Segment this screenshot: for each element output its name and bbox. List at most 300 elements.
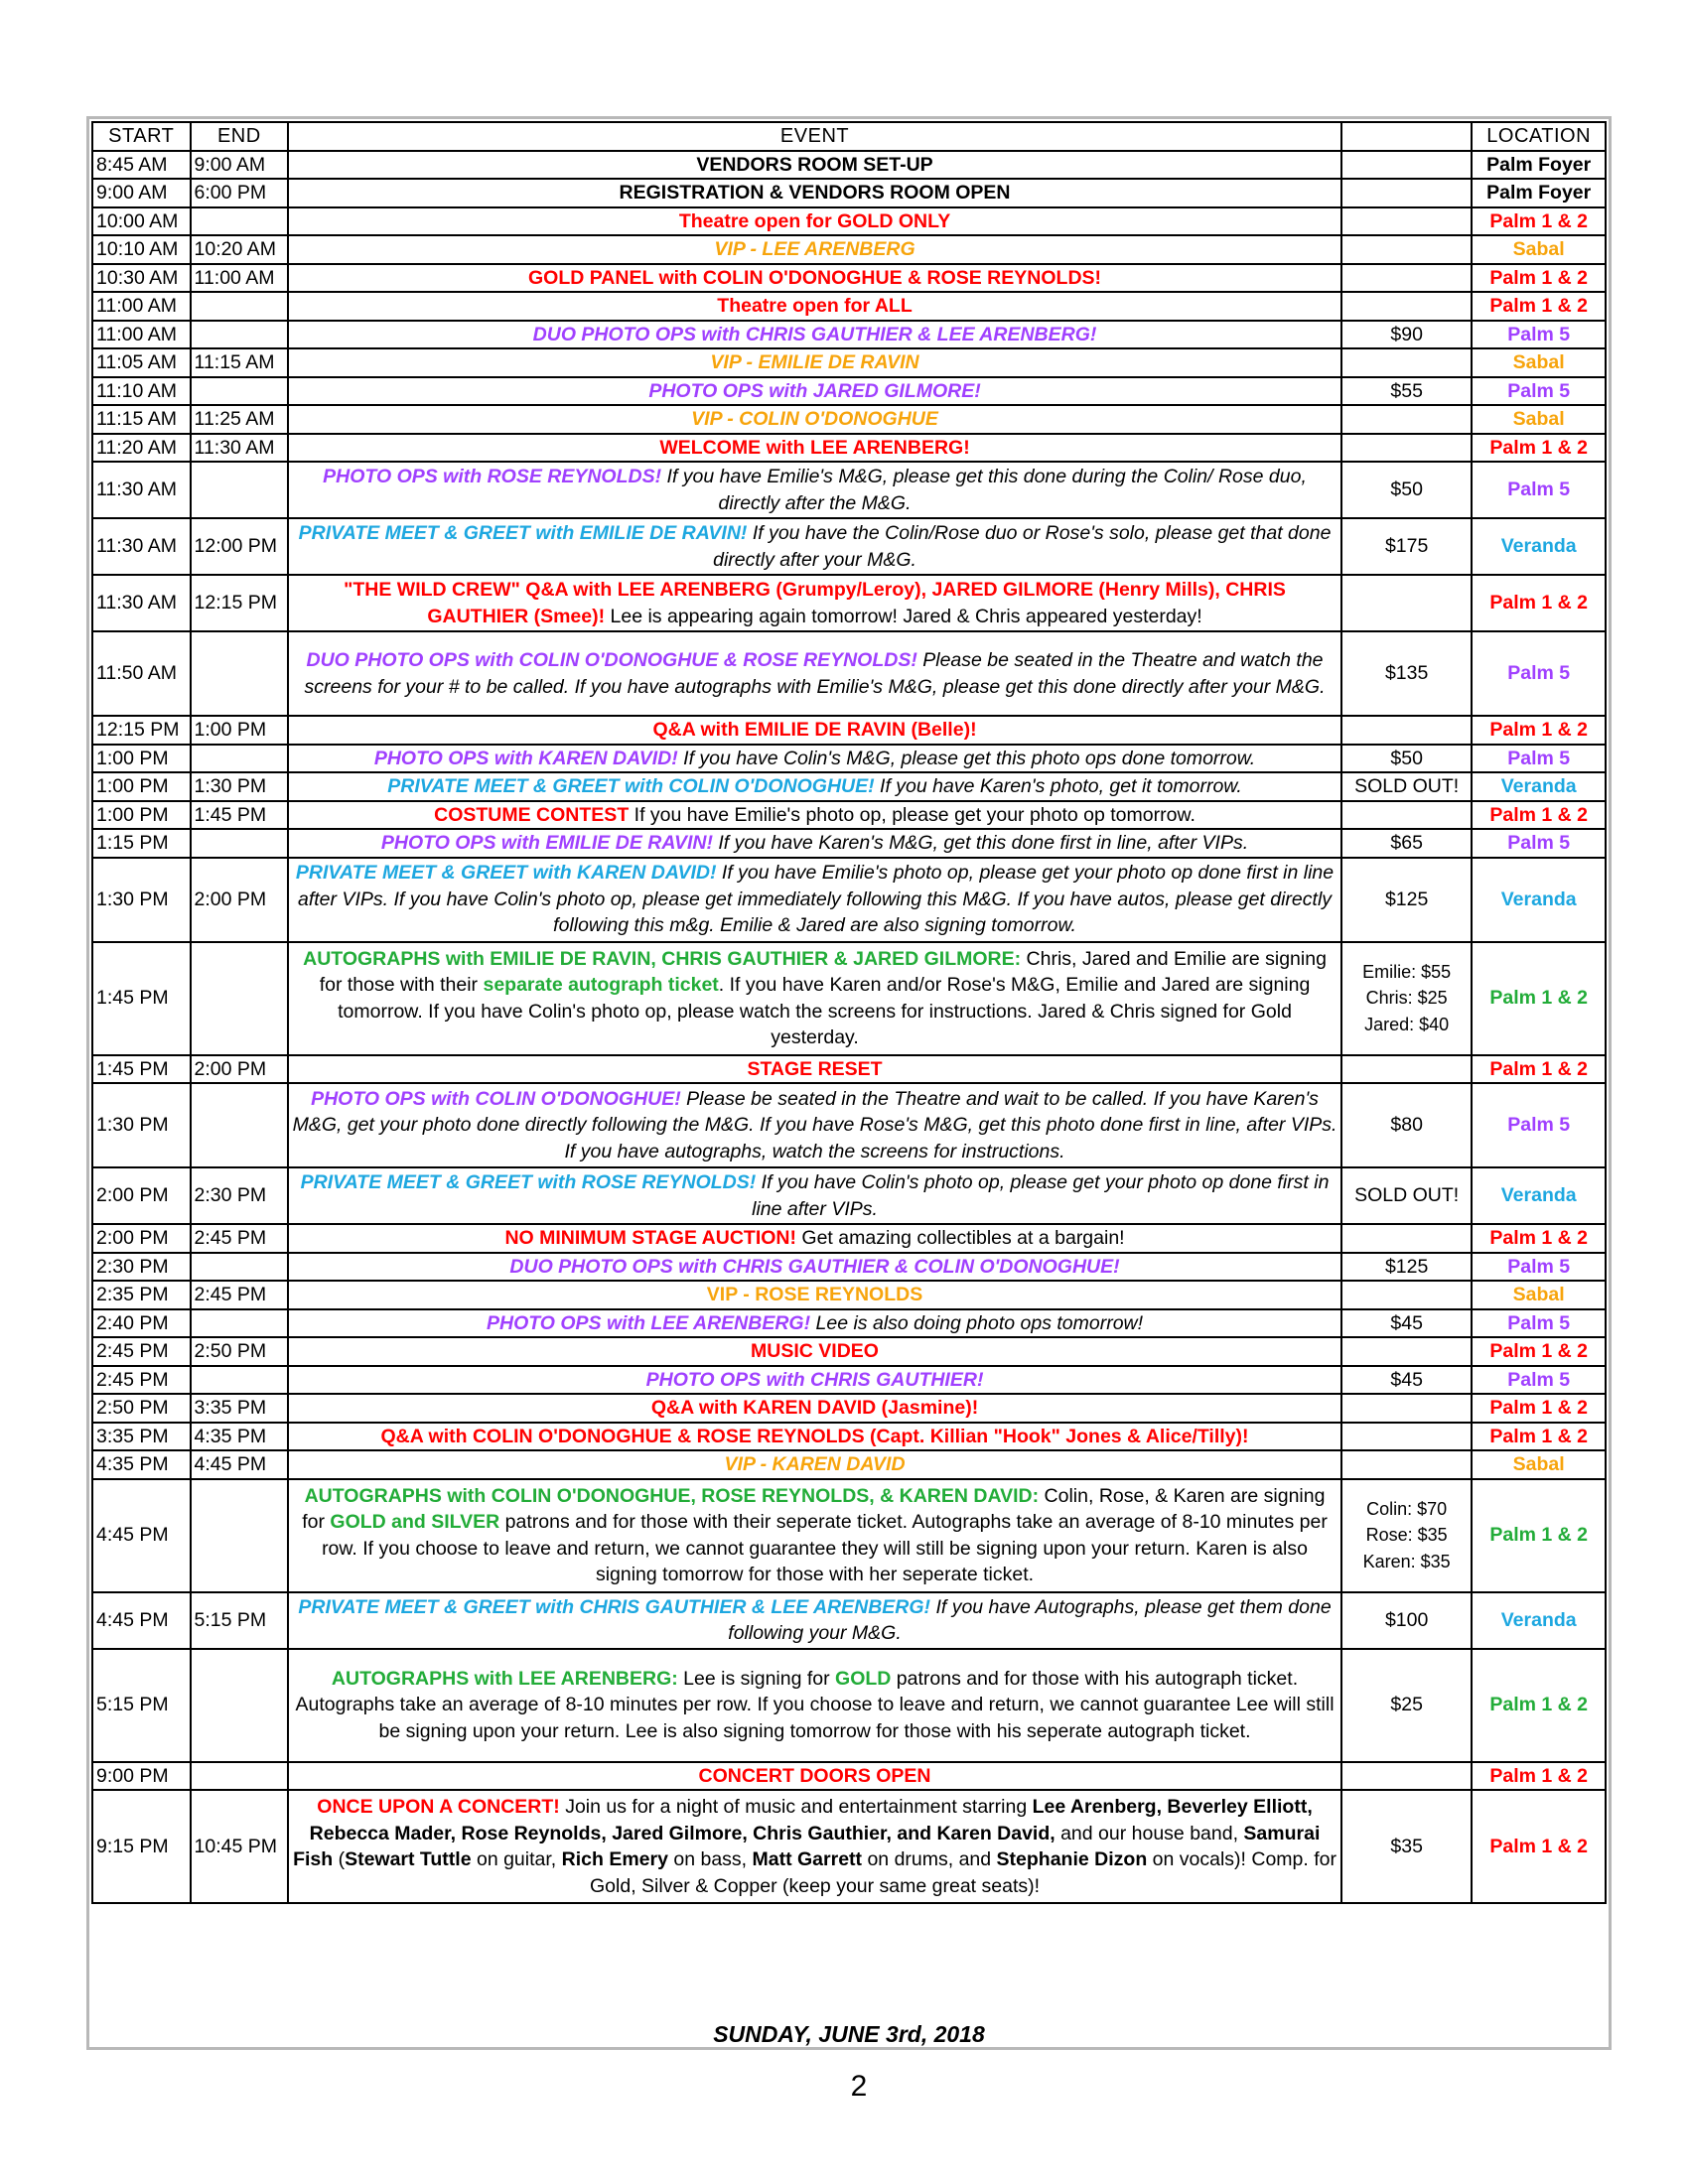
table-row — [92, 1167, 1606, 1224]
event-description — [288, 1394, 1341, 1423]
event-text: on bass, — [667, 1848, 753, 1870]
event-description — [288, 1479, 1341, 1592]
event-text: Colin, Rose, & Karen are signing for — [302, 1484, 1326, 1533]
header-location: LOCATION — [1472, 122, 1606, 151]
price: $45 — [1341, 1309, 1472, 1338]
event-text: Chris, Jared and Emilie are signing for those with their — [319, 947, 1327, 996]
start-time: 1:30 PM — [92, 1083, 191, 1167]
event-text: MUSIC VIDEO — [751, 1340, 879, 1362]
event-text: patrons and for those with their seperate ticket. Autographs take an average of 8-10 minutes per row. If you choose to leave and return, we cannot guarantee they will still be signing upon your return. Karen is also signing tomorrow for those with her seperate ticket. — [322, 1511, 1328, 1585]
price: $100 — [1341, 1592, 1472, 1649]
footer-date: SUNDAY, JUNE 3rd, 2018 — [713, 2021, 985, 2047]
price — [1341, 1762, 1472, 1791]
start-time: 4:45 PM — [92, 1592, 191, 1649]
event-text: separate autograph ticket — [483, 974, 719, 996]
end-time — [191, 745, 289, 773]
location: Palm 1 & 2 — [1472, 1649, 1606, 1762]
event-description — [288, 1083, 1341, 1167]
start-time: 2:00 PM — [92, 1224, 191, 1253]
event-text: patrons and for those with his autograph ticket. Autographs take an average of 8-10 minutes per row. If you choose to leave and return, we cannot guarantee Lee will still be signing upon your return. Lee is also signing tomorrow for those with his seperate autograph ticket. — [295, 1667, 1335, 1742]
location: Palm 1 & 2 — [1472, 207, 1606, 236]
price: SOLD OUT! — [1341, 772, 1472, 801]
event-description — [288, 1592, 1341, 1649]
event-text: Lee is appearing again tomorrow! Jared & Chris appeared yesterday! — [605, 605, 1202, 627]
table-row — [92, 151, 1606, 180]
event-text: VIP - COLIN O'DONOGHUE — [691, 408, 938, 430]
event-description — [288, 801, 1341, 830]
event-text: If you have Karen's photo, get it tomorrow. — [874, 775, 1242, 797]
event-text: VIP - KAREN DAVID — [724, 1453, 906, 1475]
table-row — [92, 1055, 1606, 1084]
event-text: Join us for a night of music and entertainment starring — [559, 1796, 1033, 1818]
event-text: If you have Colin's M&G, please get this photo ops done tomorrow. — [677, 747, 1256, 769]
start-time: 1:00 PM — [92, 745, 191, 773]
price-line: Jared: $40 — [1364, 1014, 1450, 1034]
start-time: 1:00 PM — [92, 772, 191, 801]
event-text: on drums, and — [862, 1848, 997, 1870]
location: Veranda — [1472, 858, 1606, 942]
event-text: PRIVATE MEET & GREET with EMILIE DE RAVIN! — [298, 522, 748, 544]
table-row — [92, 1253, 1606, 1282]
event-text: Stephanie Dizon — [996, 1848, 1148, 1870]
schedule-sheet — [86, 116, 1612, 2050]
location: Palm 5 — [1472, 462, 1606, 518]
end-time: 11:25 AM — [191, 405, 289, 434]
end-time — [191, 321, 289, 349]
price-line: Rose: $35 — [1365, 1525, 1448, 1546]
start-time: 2:50 PM — [92, 1394, 191, 1423]
end-time: 2:00 PM — [191, 858, 289, 942]
start-time: 10:30 AM — [92, 264, 191, 293]
header-event: EVENT — [288, 122, 1341, 151]
event-text: DUO PHOTO OPS with CHRIS GAUTHIER & COLIN O'DONOGHUE! — [509, 1255, 1120, 1278]
end-time: 9:00 AM — [191, 151, 289, 180]
event-description — [288, 434, 1341, 463]
start-time: 11:30 AM — [92, 518, 191, 575]
end-time: 2:45 PM — [191, 1281, 289, 1309]
event-description — [288, 575, 1341, 631]
event-text: PHOTO OPS with CHRIS GAUTHIER! — [645, 1368, 984, 1391]
price — [1341, 575, 1472, 631]
start-time: 8:45 AM — [92, 151, 191, 180]
start-time: 11:50 AM — [92, 631, 191, 716]
event-description — [288, 377, 1341, 406]
event-description — [288, 1055, 1341, 1084]
location: Palm 1 & 2 — [1472, 1337, 1606, 1366]
table-row — [92, 1337, 1606, 1366]
event-text: If you have Colin's photo op, please get your photo op done first in line after VIPs. — [752, 1171, 1330, 1220]
start-time: 2:45 PM — [92, 1337, 191, 1366]
table-row — [92, 462, 1606, 518]
event-text: on guitar, — [471, 1848, 562, 1870]
price — [1341, 1055, 1472, 1084]
end-time — [191, 1253, 289, 1282]
schedule-table — [91, 121, 1607, 1904]
event-description — [288, 207, 1341, 236]
start-time: 10:10 AM — [92, 235, 191, 264]
table-row — [92, 405, 1606, 434]
end-time: 12:00 PM — [191, 518, 289, 575]
location: Palm 5 — [1472, 321, 1606, 349]
start-time: 12:15 PM — [92, 716, 191, 745]
event-text: If you have Emilie's M&G, please get this done during the Colin/ Rose duo, directly after the M&G. — [661, 466, 1307, 514]
event-text: . If you have Karen and/or Rose's M&G, Emilie and Jared are signing tomorrow. If you have Colin's photo op, please watch the screens for instructions. Jared & Chris signed for Gold yesterday. — [338, 974, 1311, 1048]
table-row — [92, 207, 1606, 236]
location: Veranda — [1472, 1167, 1606, 1224]
start-time: 2:45 PM — [92, 1366, 191, 1395]
price — [1341, 1281, 1472, 1309]
event-text: AUTOGRAPHS with EMILIE DE RAVIN, CHRIS GAUTHIER & JARED GILMORE: — [303, 947, 1022, 970]
end-time: 2:50 PM — [191, 1337, 289, 1366]
event-description — [288, 1423, 1341, 1451]
event-description — [288, 1790, 1341, 1903]
price: $90 — [1341, 321, 1472, 349]
event-text: DUO PHOTO OPS with COLIN O'DONOGHUE & ROSE REYNOLDS! — [306, 649, 917, 671]
price: $125 — [1341, 858, 1472, 942]
end-time — [191, 1083, 289, 1167]
end-time: 3:35 PM — [191, 1394, 289, 1423]
event-text: WELCOME with LEE ARENBERG! — [659, 436, 970, 459]
table-row — [92, 434, 1606, 463]
location: Palm Foyer — [1472, 151, 1606, 180]
table-row — [92, 1479, 1606, 1592]
price — [1341, 1394, 1472, 1423]
start-time: 2:40 PM — [92, 1309, 191, 1338]
event-text: Theatre open for ALL — [717, 295, 913, 317]
start-time: 11:00 AM — [92, 321, 191, 349]
event-description — [288, 745, 1341, 773]
table-row — [92, 745, 1606, 773]
event-text: on vocals)! Comp. for Gold, Silver & Copper (keep your same great seats)! — [590, 1848, 1336, 1897]
event-text: GOLD and SILVER — [330, 1511, 500, 1533]
end-time: 4:45 PM — [191, 1450, 289, 1479]
end-time — [191, 829, 289, 858]
start-time: 11:00 AM — [92, 292, 191, 321]
start-time: 9:00 PM — [92, 1762, 191, 1791]
start-time: 11:15 AM — [92, 405, 191, 434]
schedule-body — [92, 151, 1606, 1904]
event-text: PHOTO OPS with COLIN O'DONOGHUE! — [311, 1087, 681, 1110]
event-text: ( — [333, 1848, 346, 1870]
table-row — [92, 1762, 1606, 1791]
start-time: 11:30 AM — [92, 462, 191, 518]
end-time: 12:15 PM — [191, 575, 289, 631]
price-line: Karen: $35 — [1362, 1551, 1451, 1571]
end-time — [191, 1762, 289, 1791]
event-text: If you have Autographs, please get them done following your M&G. — [728, 1595, 1332, 1644]
price: $65 — [1341, 829, 1472, 858]
location: Sabal — [1472, 1450, 1606, 1479]
table-row — [92, 292, 1606, 321]
event-description — [288, 772, 1341, 801]
event-text: AUTOGRAPHS with LEE ARENBERG: — [331, 1667, 678, 1690]
start-time: 11:20 AM — [92, 434, 191, 463]
location: Palm 5 — [1472, 377, 1606, 406]
event-text: Matt Garrett — [752, 1848, 863, 1870]
price — [1341, 405, 1472, 434]
start-time: 1:45 PM — [92, 1055, 191, 1084]
end-time — [191, 631, 289, 716]
location: Palm 5 — [1472, 1253, 1606, 1282]
location: Palm 1 & 2 — [1472, 1790, 1606, 1903]
table-row — [92, 518, 1606, 575]
price — [1341, 292, 1472, 321]
start-time: 2:00 PM — [92, 1167, 191, 1224]
event-description — [288, 942, 1341, 1055]
end-time — [191, 1366, 289, 1395]
event-description — [288, 1337, 1341, 1366]
location: Sabal — [1472, 405, 1606, 434]
event-description — [288, 462, 1341, 518]
event-text: ONCE UPON A CONCERT! — [317, 1796, 560, 1818]
price — [1341, 235, 1472, 264]
start-time: 11:30 AM — [92, 575, 191, 631]
event-text: AUTOGRAPHS with COLIN O'DONOGHUE, ROSE REYNOLDS, & KAREN DAVID: — [304, 1484, 1040, 1507]
end-time: 1:45 PM — [191, 801, 289, 830]
end-time — [191, 1649, 289, 1762]
location: Palm 1 & 2 — [1472, 716, 1606, 745]
event-text: VIP - EMILIE DE RAVIN — [710, 351, 919, 373]
event-text: Lee is also doing photo ops tomorrow! — [810, 1311, 1144, 1334]
end-time: 11:30 AM — [191, 434, 289, 463]
end-time: 4:35 PM — [191, 1423, 289, 1451]
event-text: NO MINIMUM STAGE AUCTION! — [504, 1227, 796, 1249]
start-time: 11:05 AM — [92, 348, 191, 377]
event-description — [288, 631, 1341, 716]
event-text: REGISTRATION & VENDORS ROOM OPEN — [619, 182, 1011, 204]
event-text: Rich Emery — [561, 1848, 668, 1870]
end-time: 1:00 PM — [191, 716, 289, 745]
location: Palm 5 — [1472, 631, 1606, 716]
event-text: COSTUME CONTEST — [434, 803, 630, 826]
event-text: If you have Emilie's photo op, please get your photo op done first in line after VIPs. If you have Colin's photo op, please get immediately following this M&G. If you have autos, please get directly following this m&g. Emilie & Jared are also signing tomorrow. — [298, 862, 1335, 937]
page-number: 2 — [850, 2070, 868, 2103]
event-description — [288, 1224, 1341, 1253]
price — [1341, 151, 1472, 180]
table-row — [92, 942, 1606, 1055]
event-text: STAGE RESET — [747, 1057, 883, 1080]
price: $50 — [1341, 462, 1472, 518]
table-row — [92, 1366, 1606, 1395]
table-row — [92, 264, 1606, 293]
event-text: Get amazing collectibles at a bargain! — [796, 1227, 1125, 1249]
event-text: If you have Emilie's photo op, please get your photo op tomorrow. — [629, 803, 1196, 826]
event-description — [288, 858, 1341, 942]
end-time — [191, 942, 289, 1055]
event-text: PRIVATE MEET & GREET with CHRIS GAUTHIER & LEE ARENBERG! — [298, 1595, 931, 1618]
end-time — [191, 292, 289, 321]
price: SOLD OUT! — [1341, 1167, 1472, 1224]
event-description — [288, 405, 1341, 434]
event-text: Samurai Fish — [293, 1822, 1321, 1870]
table-row — [92, 1224, 1606, 1253]
header-row — [92, 122, 1606, 151]
event-text: Lee is signing for — [677, 1667, 836, 1690]
table-row — [92, 631, 1606, 716]
price — [1341, 1423, 1472, 1451]
end-time: 11:00 AM — [191, 264, 289, 293]
price: $135 — [1341, 631, 1472, 716]
price — [1341, 1224, 1472, 1253]
price — [1341, 942, 1472, 1055]
location: Veranda — [1472, 1592, 1606, 1649]
table-row — [92, 1423, 1606, 1451]
location: Veranda — [1472, 518, 1606, 575]
location: Palm 1 & 2 — [1472, 942, 1606, 1055]
event-text: PRIVATE MEET & GREET with COLIN O'DONOGHUE! — [387, 775, 875, 797]
table-row — [92, 716, 1606, 745]
table-row — [92, 801, 1606, 830]
start-time: 10:00 AM — [92, 207, 191, 236]
price: $125 — [1341, 1253, 1472, 1282]
table-row — [92, 772, 1606, 801]
event-text: PHOTO OPS with ROSE REYNOLDS! — [323, 466, 662, 487]
location: Palm 1 & 2 — [1472, 264, 1606, 293]
event-description — [288, 1281, 1341, 1309]
price-line: Chris: $25 — [1365, 988, 1448, 1009]
event-description — [288, 321, 1341, 349]
location: Palm 5 — [1472, 829, 1606, 858]
event-text: PHOTO OPS with KAREN DAVID! — [373, 747, 678, 769]
location: Palm 1 & 2 — [1472, 801, 1606, 830]
start-time: 9:15 PM — [92, 1790, 191, 1903]
location: Veranda — [1472, 772, 1606, 801]
event-text: Stewart Tuttle — [345, 1848, 472, 1870]
event-description — [288, 264, 1341, 293]
price: $35 — [1341, 1790, 1472, 1903]
event-description — [288, 1649, 1341, 1762]
start-time: 1:15 PM — [92, 829, 191, 858]
table-row — [92, 377, 1606, 406]
location: Palm 1 & 2 — [1472, 1762, 1606, 1791]
table-row — [92, 235, 1606, 264]
location: Palm 1 & 2 — [1472, 1423, 1606, 1451]
price — [1341, 1450, 1472, 1479]
event-text: and our house band, — [1055, 1822, 1244, 1844]
price: $25 — [1341, 1649, 1472, 1762]
start-time: 11:10 AM — [92, 377, 191, 406]
event-text: PRIVATE MEET & GREET with KAREN DAVID! — [295, 862, 717, 885]
table-row — [92, 858, 1606, 942]
price: $80 — [1341, 1083, 1472, 1167]
end-time: 2:00 PM — [191, 1055, 289, 1084]
end-time: 11:15 AM — [191, 348, 289, 377]
event-text: VIP - ROSE REYNOLDS — [706, 1284, 923, 1305]
location: Palm 1 & 2 — [1472, 434, 1606, 463]
event-description — [288, 829, 1341, 858]
location: Palm 1 & 2 — [1472, 292, 1606, 321]
event-description — [288, 1167, 1341, 1224]
location: Palm 1 & 2 — [1472, 1394, 1606, 1423]
event-text: VIP - LEE ARENBERG — [714, 238, 915, 260]
price — [1341, 1337, 1472, 1366]
start-time: 1:00 PM — [92, 801, 191, 830]
event-description — [288, 1253, 1341, 1282]
end-time — [191, 1479, 289, 1592]
location: Palm 1 & 2 — [1472, 1479, 1606, 1592]
location: Palm 5 — [1472, 1309, 1606, 1338]
start-time: 3:35 PM — [92, 1423, 191, 1451]
event-description — [288, 235, 1341, 264]
event-description — [288, 348, 1341, 377]
event-text: If you have the Colin/Rose duo or Rose's solo, please get that done directly after your M&G. — [713, 522, 1332, 571]
table-row — [92, 1592, 1606, 1649]
event-description — [288, 716, 1341, 745]
table-row — [92, 1309, 1606, 1338]
event-text: GOLD PANEL with COLIN O'DONOGHUE & ROSE REYNOLDS! — [528, 266, 1102, 289]
event-text: Lee Arenberg, Beverley Elliott, Rebecca Mader, Rose Reynolds, Jared Gilmore, Chris Gauthier, and Karen David, — [309, 1796, 1313, 1844]
location: Sabal — [1472, 1281, 1606, 1309]
event-description — [288, 151, 1341, 180]
event-description — [288, 518, 1341, 575]
event-text: PHOTO OPS with EMILIE DE RAVIN! — [380, 832, 713, 854]
location: Palm 5 — [1472, 1083, 1606, 1167]
header-start: START — [92, 122, 191, 151]
event-text: CONCERT DOORS OPEN — [698, 1764, 931, 1787]
location: Palm 1 & 2 — [1472, 575, 1606, 631]
end-time: 10:20 AM — [191, 235, 289, 264]
price: $55 — [1341, 377, 1472, 406]
table-row — [92, 1083, 1606, 1167]
location: Sabal — [1472, 235, 1606, 264]
event-description — [288, 1366, 1341, 1395]
event-description — [288, 1762, 1341, 1791]
start-time: 9:00 AM — [92, 179, 191, 207]
event-text: PRIVATE MEET & GREET with ROSE REYNOLDS! — [300, 1171, 757, 1193]
location: Palm 5 — [1472, 1366, 1606, 1395]
price — [1341, 179, 1472, 207]
price — [1341, 716, 1472, 745]
event-text: Q&A with COLIN O'DONOGHUE & ROSE REYNOLDS (Capt. Killian "Hook" Jones & Alice/Tilly)! — [380, 1425, 1249, 1447]
table-row — [92, 1450, 1606, 1479]
price — [1341, 434, 1472, 463]
end-time: 1:30 PM — [191, 772, 289, 801]
end-time — [191, 462, 289, 518]
table-row — [92, 1281, 1606, 1309]
end-time: 6:00 PM — [191, 179, 289, 207]
event-description — [288, 292, 1341, 321]
price-line: Colin: $70 — [1366, 1498, 1448, 1519]
event-text: Q&A with KAREN DAVID (Jasmine)! — [650, 1397, 979, 1419]
start-time: 4:45 PM — [92, 1479, 191, 1592]
event-text: "THE WILD CREW" Q&A with LEE ARENBERG (Grumpy/Leroy), JARED GILMORE (Henry Mills), CHRIS GAUTHIER (Smee)! — [344, 579, 1286, 627]
header-price — [1341, 122, 1472, 151]
price — [1341, 348, 1472, 377]
table-row — [92, 348, 1606, 377]
start-time: 4:35 PM — [92, 1450, 191, 1479]
end-time — [191, 207, 289, 236]
event-text: Theatre open for GOLD ONLY — [678, 209, 951, 232]
event-text: DUO PHOTO OPS with CHRIS GAUTHIER & LEE ARENBERG! — [532, 323, 1097, 345]
start-time: 2:30 PM — [92, 1253, 191, 1282]
end-time — [191, 377, 289, 406]
start-time: 1:45 PM — [92, 942, 191, 1055]
event-text: VENDORS ROOM SET-UP — [696, 153, 933, 176]
location: Sabal — [1472, 348, 1606, 377]
end-time: 2:45 PM — [191, 1224, 289, 1253]
table-row — [92, 1790, 1606, 1903]
table-row — [92, 321, 1606, 349]
location: Palm Foyer — [1472, 179, 1606, 207]
start-time: 5:15 PM — [92, 1649, 191, 1762]
price — [1341, 801, 1472, 830]
price: $175 — [1341, 518, 1472, 575]
event-description — [288, 1450, 1341, 1479]
end-time: 10:45 PM — [191, 1790, 289, 1903]
table-row — [92, 1649, 1606, 1762]
price — [1341, 264, 1472, 293]
table-row — [92, 829, 1606, 858]
